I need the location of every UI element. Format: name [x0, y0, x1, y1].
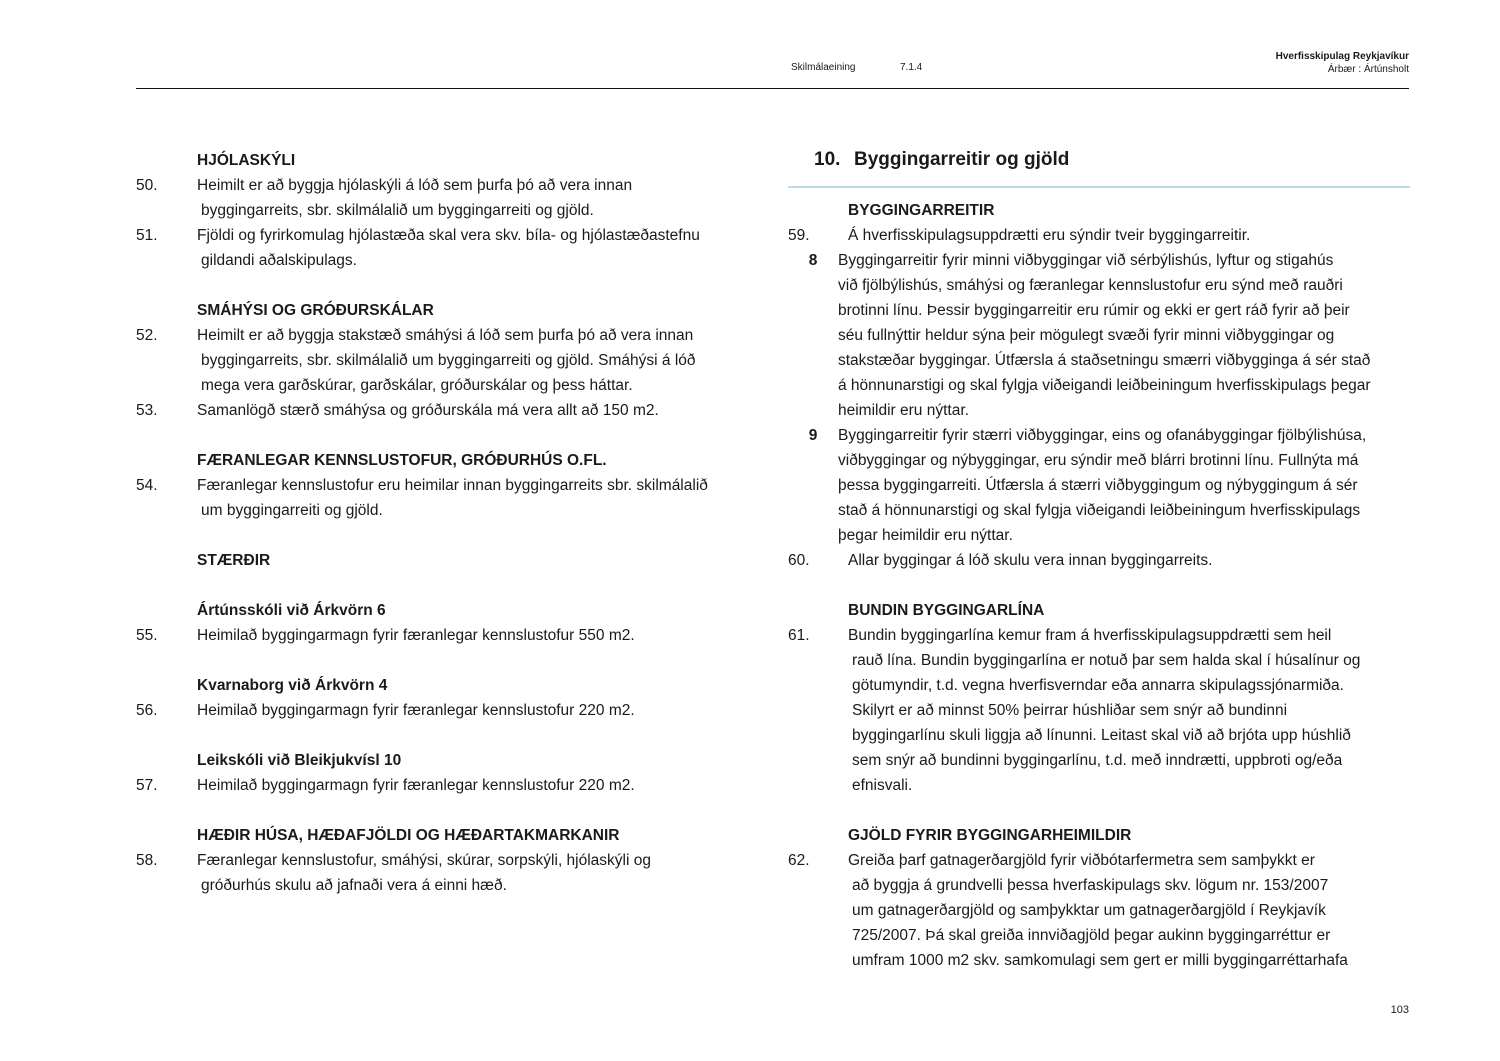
clause-number: 52. [136, 327, 158, 344]
subheading-leikskoli: Leikskóli við Bleikjukvísl 10 [197, 752, 402, 769]
clause-text: efnisvali. [852, 777, 913, 794]
section-title [788, 148, 1410, 186]
clause-text: þessa byggingarreiti. Útfærsla á stærri viðbyggingum og nýbyggingum á sér [838, 477, 1358, 494]
clause-text: Fjöldi og fyrirkomulag hjólastæða skal vera skv. bíla- og hjólastæðastefnu [197, 227, 700, 244]
subheading-kvarnaborg: Kvarnaborg við Árkvörn 4 [197, 677, 388, 694]
clause-50 [136, 173, 756, 223]
clause-text: Heimilað byggingarmagn fyrir færanlegar kennslustofur 220 m2. [197, 777, 635, 794]
clause-text: stað á hönnunarstigi og skal fylgja viðeigandi leiðbeiningum hverfisskipulags [838, 502, 1361, 519]
header-section-label: Skilmálaeining [791, 62, 856, 73]
clause-text: við fjölbýlishús, smáhýsi og færanlegar kennslustofur eru sýnd með rauðri [838, 277, 1343, 294]
clause-text: heimildir eru nýttar. [838, 402, 969, 419]
subclause-number: 9 [808, 427, 818, 444]
clause-number: 62. [788, 852, 810, 869]
document-subtitle: Árbær : Ártúnsholt [1327, 64, 1409, 75]
clause-53 [136, 398, 756, 423]
clause-text: rauð lína. Bundin byggingarlína er notuð þar sem halda skal í húsalínur og [852, 652, 1361, 669]
clause-text: 725/2007. Þá skal greiða innviðagjöld þegar aukinn byggingarréttur er [852, 927, 1331, 944]
clause-60 [788, 548, 1410, 573]
subclause-8 [788, 248, 1410, 423]
clause-54 [136, 473, 756, 523]
clause-text: byggingarreits, sbr. skilmálalið um byggingarreiti og gjöld. Smáhýsi á lóð [201, 352, 696, 369]
clause-text: Heimilt er að byggja stakstæð smáhýsi á lóð sem þurfa þó að vera innan [197, 327, 694, 344]
clause-number: 58. [136, 852, 158, 869]
clause-text: stakstæðar byggingar. Útfærsla á staðsetningu smærri viðbygginga á sér stað [838, 352, 1371, 369]
clause-number: 50. [136, 177, 158, 194]
clause-57 [136, 773, 756, 798]
subclause-number: 8 [808, 252, 818, 269]
heading-faeranlegar: FÆRANLEGAR KENNSLUSTOFUR, GRÓÐURHÚS O.FL. [197, 452, 607, 469]
clause-text: byggingarlínu skuli liggja að línunni. Leitast skal við að brjóta upp húshlið [852, 727, 1351, 744]
clause-number: 55. [136, 627, 158, 644]
clause-text: Greiða þarf gatnagerðargjöld fyrir viðbótarfermetra sem samþykkt er [848, 852, 1315, 869]
document-title: Hverfisskipulag Reykjavíkur [1275, 51, 1409, 62]
clause-number: 51. [136, 227, 158, 244]
clause-59 [788, 223, 1410, 248]
clause-number: 61. [788, 627, 810, 644]
clause-61 [788, 623, 1410, 798]
clause-51 [136, 223, 756, 273]
clause-text: að byggja á grundvelli þessa hverfaskipulags skv. lögum nr. 153/2007 [852, 877, 1329, 894]
clause-text: gróðurhús skulu að jafnaði vera á einni hæð. [201, 877, 507, 894]
right-column [788, 148, 1410, 973]
clause-text: Færanlegar kennslustofur eru heimilar innan byggingarreits sbr. skilmálalið [197, 477, 708, 494]
heading-staerdir: STÆRÐIR [197, 552, 271, 569]
clause-52 [136, 323, 756, 398]
clause-number: 54. [136, 477, 158, 494]
heading-gjold: GJÖLD FYRIR BYGGINGARHEIMILDIR [848, 827, 1132, 844]
heading-hjolaskyli: HJÓLASKÝLI [197, 152, 296, 169]
clause-58 [136, 848, 756, 898]
clause-text: Samanlögð stærð smáhýsa og gróðurskála má vera allt að 150 m2. [197, 402, 659, 419]
left-column [136, 148, 756, 898]
clause-text: á hönnunarstigi og skal fylgja viðeigandi leiðbeiningum hverfisskipulags þegar [838, 377, 1371, 394]
clause-text: gildandi aðalskipulags. [201, 252, 357, 269]
section-divider [788, 186, 1410, 188]
clause-62 [788, 848, 1410, 973]
section-number: 10. [814, 149, 841, 170]
clause-text: umfram 1000 m2 skv. samkomulagi sem gert er milli byggingarréttarhafa [852, 952, 1348, 969]
clause-text: um gatnagerðargjöld og samþykktar um gatnagerðargjöld í Reykjavík [852, 902, 1326, 919]
clause-number: 57. [136, 777, 158, 794]
clause-text: viðbyggingar og nýbyggingar, eru sýndir með blárri brotinni línu. Fullnýta má [838, 452, 1359, 469]
clause-text: byggingarreits, sbr. skilmálalið um byggingarreiti og gjöld. [201, 202, 594, 219]
heading-haedir: HÆÐIR HÚSA, HÆÐAFJÖLDI OG HÆÐARTAKMARKANIR [197, 827, 620, 844]
clause-text: Allar byggingar á lóð skulu vera innan byggingarreits. [848, 552, 1213, 569]
header-section-number: 7.1.4 [900, 62, 923, 73]
clause-text: Skilyrt er að minnst 50% þeirrar húshliðar sem snýr að bundinni [852, 702, 1288, 719]
subheading-artunsskoli: Ártúnsskóli við Árkvörn 6 [197, 602, 386, 619]
clause-text: Heimilað byggingarmagn fyrir færanlegar kennslustofur 220 m2. [197, 702, 635, 719]
clause-text: sem snýr að bundinni byggingarlínu, t.d. með inndrætti, uppbroti og/eða [852, 752, 1343, 769]
clause-number: 56. [136, 702, 158, 719]
heading-byggingarreitir: BYGGINGARREITIR [848, 202, 995, 219]
subclause-9 [788, 423, 1410, 548]
clause-text: mega vera garðskúrar, garðskálar, gróðurskálar og þess háttar. [201, 377, 633, 394]
clause-56 [136, 698, 756, 723]
clause-text: Heimilað byggingarmagn fyrir færanlegar kennslustofur 550 m2. [197, 627, 635, 644]
clause-number: 53. [136, 402, 158, 419]
clause-text: götumyndir, t.d. vegna hverfisverndar eða annarra skipulagssjónarmiða. [852, 677, 1344, 694]
heading-smahysi: SMÁHÝSI OG GRÓÐURSKÁLAR [197, 302, 434, 319]
clause-text: Bundin byggingarlína kemur fram á hverfisskipulagsuppdrætti sem heil [848, 627, 1332, 644]
clause-number: 59. [788, 227, 810, 244]
clause-text: séu fullnýttir heldur sýna þeir mögulegt svæði fyrir minni viðbyggingar og [838, 327, 1335, 344]
clause-text: Á hverfisskipulagsuppdrætti eru sýndir tveir byggingarreitir. [848, 227, 1251, 244]
clause-55 [136, 623, 756, 648]
clause-number: 60. [788, 552, 810, 569]
clause-text: þegar heimildir eru nýttar. [838, 527, 1013, 544]
clause-text: brotinni línu. Þessir byggingarreitir eru rúmir og ekki er gert ráð fyrir að þeir [838, 302, 1350, 319]
heading-bundin-byggingarlina: BUNDIN BYGGINGARLÍNA [848, 602, 1045, 619]
header-document-title [1276, 50, 1409, 76]
section-title-text: Byggingarreitir og gjöld [854, 149, 1070, 170]
clause-text: Byggingarreitir fyrir stærri viðbyggingar, eins og ofanábyggingar fjölbýlishúsa, [838, 427, 1367, 444]
clause-text: Byggingarreitir fyrir minni viðbyggingar við sérbýlishús, lyftur og stigahús [838, 252, 1334, 269]
clause-text: um byggingarreiti og gjöld. [201, 502, 383, 519]
clause-text: Færanlegar kennslustofur, smáhýsi, skúrar, sorpskýli, hjólaskýli og [197, 852, 651, 869]
clause-text: Heimilt er að byggja hjólaskýli á lóð sem þurfa þó að vera innan [197, 177, 633, 194]
header-divider [136, 88, 1409, 89]
page-number: 103 [1390, 1004, 1409, 1016]
